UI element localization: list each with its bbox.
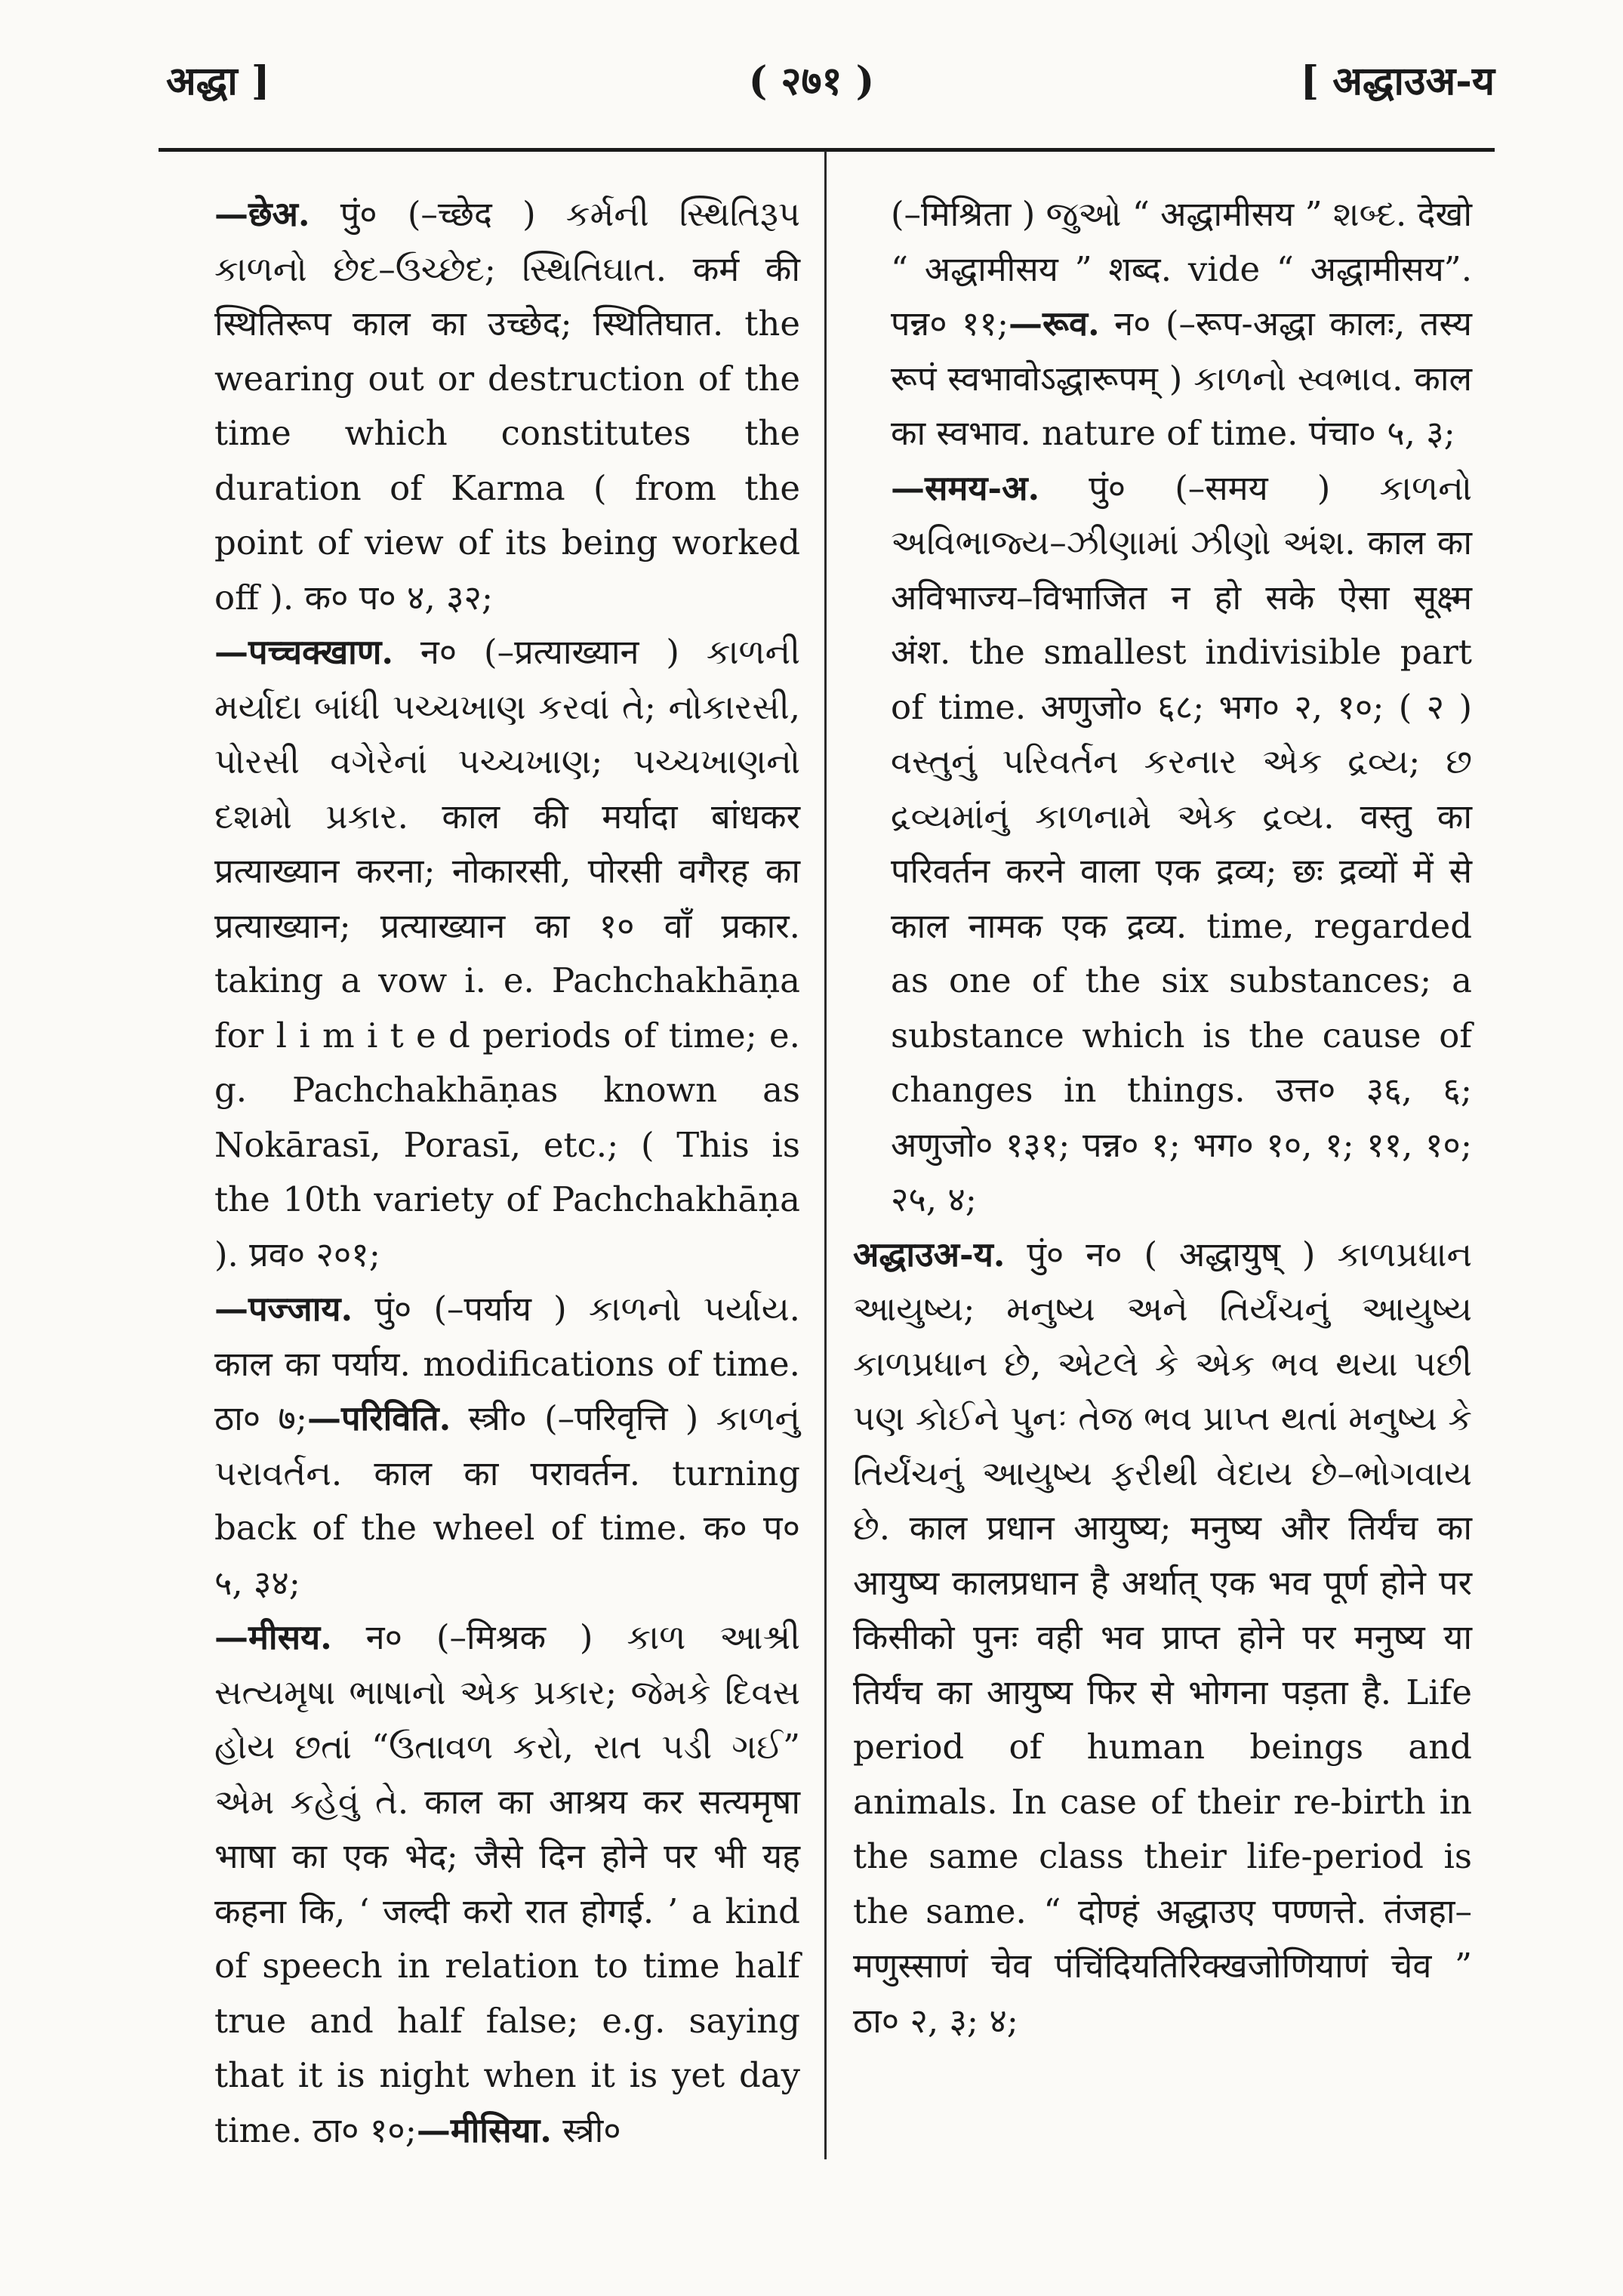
headword: —रूव. [1009,304,1100,344]
entry-text: पुं० (–समय ) કાળનો અવિભાજ્ય–ઝીણામાં ઝીણો અંશ. काल का अविभाज्य–विभाजित न हो सके ऐसा सूक्ष्म अंश. the smallest indivisible part of time. अणुजो० ६८; भग० २, १०; ( २ ) વસ્તુનું પરિવર્તન કરનાર એક દ્રવ્ય; છ દ્રવ્યમાંનું કાળનામે એક દ્રવ્ય. वस्तु का परिवर्तन करने वाला एक द्रव्य; छः द्रव्यों में से काल नामक एक द्रव्य. time, regarded as one of the six substances; a substance which is the cause of changes in things. उत्त० ३६, ६; अणुजो० १३१; पन्न० १; भग० १०, १; ११, १०; २५, ४; [891,467,1472,1219]
header-right-guide-word: [ अद्धाउअ-य [1300,58,1495,104]
headword: —मीसिया. [416,2110,552,2150]
headword: अद्धाउअ-य. [853,1234,1006,1274]
entry-text: स्त्री० (–परिवृत्ति ) કાળનું પરાવર્તન. काल का परावर्तन. turning back of the wheel of time. क० प० ५, ३४; [214,1398,800,1603]
entry-text: न० (–प्रत्याख्यान ) કાળની મર્યાદા બાંધી પચ્ચખાણ કરવાં તે; નોકારસી, પોરસી વગેરેનાં પચ્ચખાણ; પચ્ચખાણનો દશમો પ્રકાર. काल की मर्यादा बांधकर प्रत्याख्यान करना; नोकारसी, पोरसी वगैरह का प्रत्याख्यान; प्रत्याख्यान का १० वाँ प्रकार. taking a vow i. e. Pachchakhāṇa for l i m i t e d periods of time; e. g. Pachchakhāṇas known as Nokārasī, Porasī, etc.; ( This is the 10th variety of Pachchakhāṇa ). प्रव० २०१; [214,632,800,1274]
entry-pachchakkhana [214,625,800,1282]
entry-text: (–मिश्रिता ) જુઓ “ अद्धामीसय ” શબ્દ. देखो “ अद्धामीसय ” शब्द. vide “ अद्धामीसय”. पन्न० ११; [891,194,1472,344]
headword: —समय-अ. [891,467,1040,508]
entry-chheda [214,187,800,625]
entry-misiya-cont [891,187,1472,461]
headword: —पज्जाय. [214,1289,353,1329]
entry-addhaua [853,1228,1472,2049]
page-number: ( २७१ ) [748,58,875,104]
entry-text: पुं० न० ( अद्धायुष् ) કાળપ્રધાન આયુષ્ય; મનુષ્ય અને તિર્યંચનું આયુષ્ય કાળપ્રધાન છે, એટલે કે એક ભવ થયા પછી પણ કોઈને પુનઃ તેજ ભવ પ્રાપ્ત થતાં મનુષ્ય કે તિર્યંચનું આયુષ્ય ફરીથી વેદાય છે–ભોગવાય છે. काल प्रधान आयुष्य; मनुष्य और तिर्यंच का आयुष्य कालप्रधान है अर्थात् एक भव पूर्ण होने पर किसीको पुनः वही भव प्राप्त होने पर मनुष्य या तिर्यंच का आयुष्य फिर से भोगना पड़ता है. Life period of human beings and animals. In case of their re-birth in the same class their life-period is the same. “ दोण्हं अद्धाउए पण्णत्ते. तंजहा–मणुस्साणं चेव पंचिंदियतिरिक्खजोणियाणं चेव ” ठा० २, ३; ४; [853,1234,1472,2041]
entry-text: पुं० (–पर्याय ) કાળનો પર્યાય. काल का पर्याय. modifications of time. ठा० ७; [214,1289,800,1438]
entry-misaya [214,1610,800,2158]
entry-text: न० (–रूप-अद्धा कालः, तस्य रूपं स्वभावोऽद्धारूपम् ) કાળનો સ્વભાવ. काल का स्वभाव. nature of time. पंचा० ५, ३; [891,304,1472,453]
right-column [853,187,1472,2048]
headword: —पच्चक्खाण. [214,632,394,672]
entry-samaya [891,461,1472,1228]
header-left-guide-word: अद्धा ] [166,58,270,104]
header-rule [159,148,1495,152]
entry-text: पुं० (–च्छेद ) કર્મની સ્થિતિરૂપ કાળનો છેદ–ઉચ્છેદ; સ્થિતિઘાત. कर्म की स्थितिरूप काल का उच्छेद; स्थितिघात. the wearing out or destruction of the time which constitutes the duration of Karma ( from the point of view of its being worked off ). क० प० ४, ३२; [214,194,800,618]
headword: —परिविति. [306,1398,451,1438]
headword: —मीसय. [214,1617,332,1657]
page-header [0,53,1623,128]
entry-text: न० (–मिश्रक ) કાળ આશ્રી સત્યમૃષા ભાષાનો એક પ્રકાર; જેમકે દિવસ હોય છતાં “ઉતાવળ કરો, રાત પડી ગઈ” એમ કહેવું તે. काल का आश्रय कर सत्यमृषा भाषा का एक भेद; जैसे दिन होने पर भी यह कहना कि, ‘ जल्दी करो रात होगई. ’ a kind of speech in relation to time half true and half false; e.g. saying that it is night when it is yet day time. ठा० १०; [214,1617,800,2150]
column-divider [824,151,827,2159]
entry-pajjaya [214,1282,800,1610]
headword: —छेअ. [214,194,310,234]
entry-text: स्त्री० [551,2110,621,2150]
left-column [214,187,800,2158]
